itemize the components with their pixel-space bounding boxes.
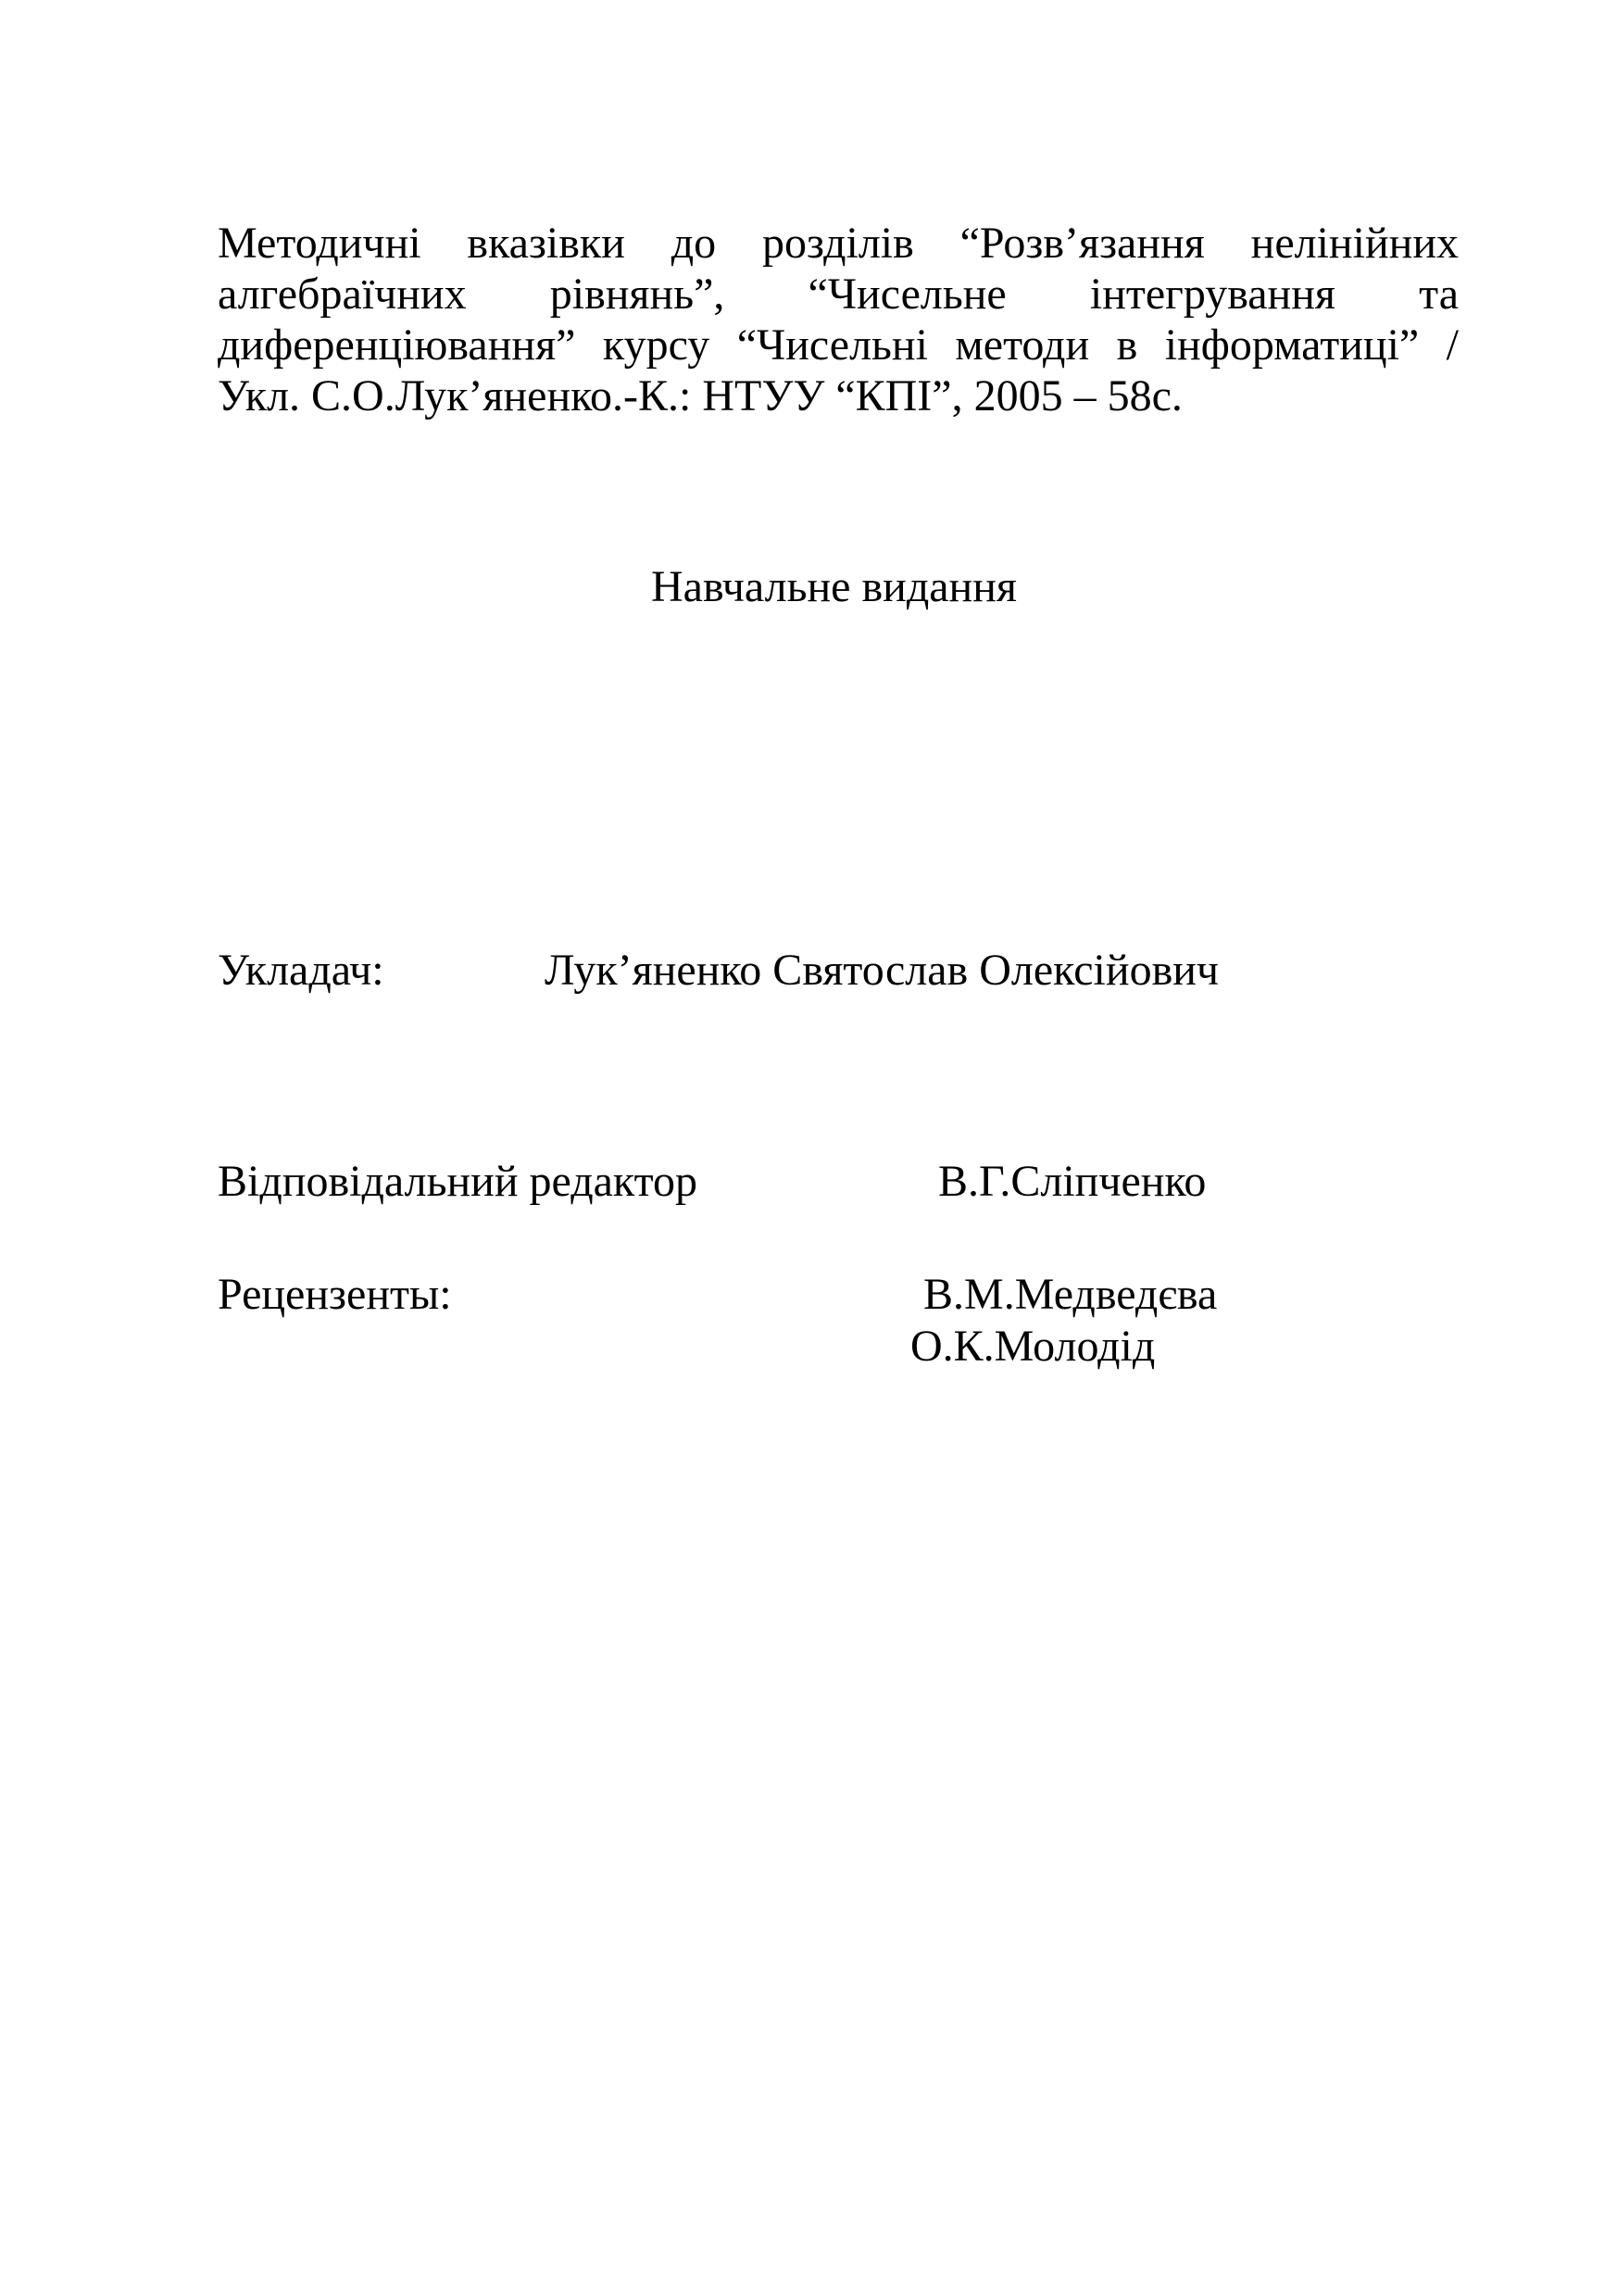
abstract-line: Укл. С.О.Лук’яненко.-К.: НТУУ “КПІ”, 2005 – 58с. [218,371,1183,420]
abstract-line: диференціювання” курсу “Чисельні методи в інформатиці” / [218,320,1459,370]
abstract-line: алгебраїчних рівнянь”, “Чисельне інтегрування та [218,270,1459,319]
edition-type: Навчальне видання [650,562,1018,611]
compiler-name: Лук’яненко Святослав Олексійович [545,946,1220,995]
abstract-line: Методичні вказівки до розділів “Розв’язання нелінійних [218,219,1459,268]
editor-label: Відповідальний редактор [218,1157,697,1206]
reviewer-name: В.М.Медведєва [923,1270,1218,1319]
bibliographic-abstract [218,218,1459,421]
reviewers-label: Рецензенты: [218,1270,452,1319]
compiler-label: Укладач: [218,946,384,995]
reviewer-name: О.К.Молодід [910,1322,1156,1371]
editor-name: В.Г.Сліпченко [938,1157,1207,1206]
